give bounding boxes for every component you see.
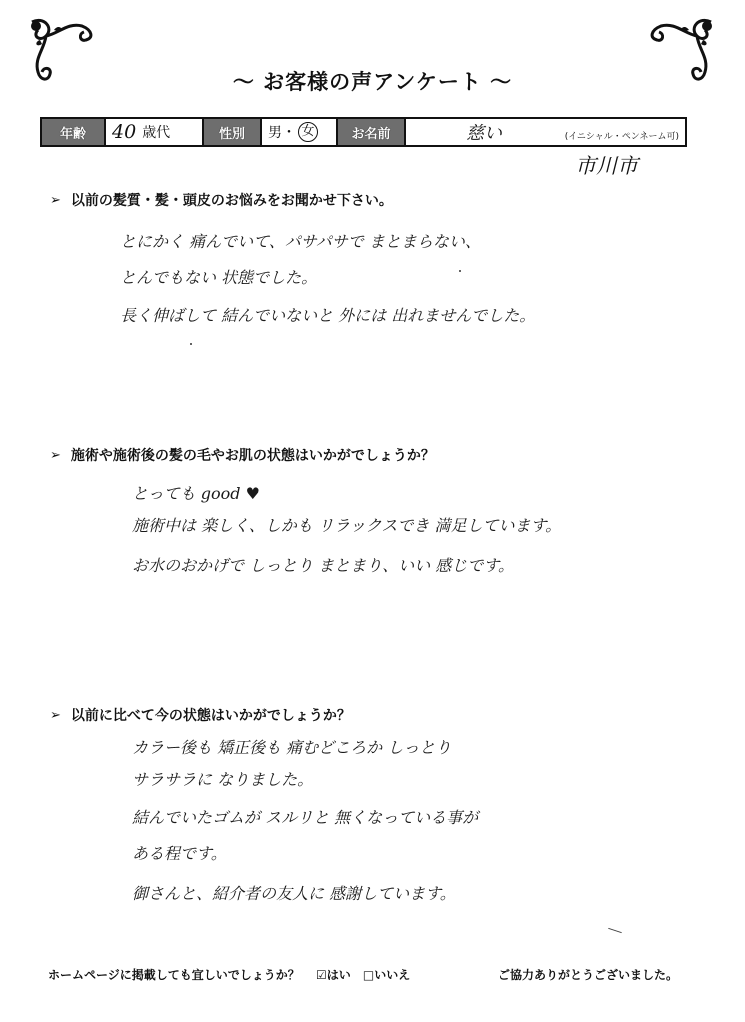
age-label: 年齢 bbox=[42, 119, 106, 145]
answer-3-line-5: 御さんと、紹介者の友人に 感謝しています。 bbox=[132, 884, 456, 903]
gender-field[interactable] bbox=[262, 119, 338, 145]
checkbox-no[interactable]: □ bbox=[362, 968, 375, 982]
answer-1-line-3: 長く伸ばして 結んでいないと 外には 出れませんでした。 bbox=[120, 306, 536, 325]
answer-2-line-1: とっても good ♥ bbox=[132, 484, 260, 503]
answer-1-line-2: とんでもない 状態でした。 bbox=[120, 268, 318, 287]
gender-female-circled: 女 bbox=[298, 122, 318, 142]
question-1 bbox=[50, 190, 393, 210]
answer-3-line-3: 結んでいたゴムが スルリと 無くなっている事が bbox=[132, 808, 479, 827]
answer-3-line-1: カラー後も 矯正後も 痛むどころか しっとり bbox=[132, 738, 452, 757]
footer-thanks: ご協力ありがとうございました。 bbox=[498, 968, 679, 982]
answer-3-line-2: サラサラに なりました。 bbox=[132, 770, 314, 789]
speck bbox=[190, 343, 192, 345]
question-3-text: 以前に比べて今の状態はいかがでしょうか？ bbox=[70, 708, 351, 724]
answer-2-line-2: 施術中は 楽しく、しかも リラックスでき 満足しています。 bbox=[132, 516, 562, 535]
speck bbox=[459, 270, 461, 272]
arrow-right-icon: ➢ bbox=[50, 192, 61, 208]
name-note: (イニシャル・ペンネーム可) bbox=[564, 132, 679, 142]
gender-male: 男 bbox=[268, 125, 282, 141]
question-1-text: 以前の髪質・髪・頭皮のお悩みをお聞かせ下さい。 bbox=[70, 193, 393, 209]
age-field[interactable] bbox=[106, 119, 204, 145]
question-3 bbox=[50, 705, 351, 725]
question-2 bbox=[50, 445, 435, 465]
arrow-right-icon: ➢ bbox=[50, 447, 61, 463]
answer-1-line-1: とにかく 痛んでいて、パサパサで まとまらない、 bbox=[120, 232, 481, 251]
question-2-text: 施術や施術後の髪の毛やお肌の状態はいかがでしょうか？ bbox=[70, 448, 435, 464]
city-value: 市川市 bbox=[575, 154, 638, 178]
gender-separator: ・ bbox=[282, 125, 296, 141]
age-suffix: 歳代 bbox=[142, 125, 171, 141]
age-value: 40 bbox=[112, 121, 137, 143]
info-row bbox=[40, 117, 687, 147]
name-value: 慈い bbox=[466, 123, 502, 144]
answer-2-line-3: お水のおかげで しっとり まとまり、いい 感じです。 bbox=[132, 556, 514, 575]
name-label: お名前 bbox=[338, 119, 406, 145]
footer-question bbox=[48, 966, 410, 983]
stray-mark bbox=[608, 928, 622, 933]
name-field[interactable] bbox=[406, 119, 685, 145]
gender-label: 性別 bbox=[204, 119, 262, 145]
no-label: いいえ bbox=[374, 968, 411, 982]
answer-3-line-4: ある程です。 bbox=[132, 844, 227, 863]
yes-label: はい bbox=[326, 968, 351, 982]
checkbox-yes[interactable]: ☑ bbox=[315, 968, 327, 982]
footer-question-text: ホームページに掲載しても宜しいでしょうか？ bbox=[48, 968, 300, 982]
arrow-right-icon: ➢ bbox=[50, 707, 61, 723]
page-title: ～ お客様の声アンケート ～ bbox=[232, 70, 513, 94]
